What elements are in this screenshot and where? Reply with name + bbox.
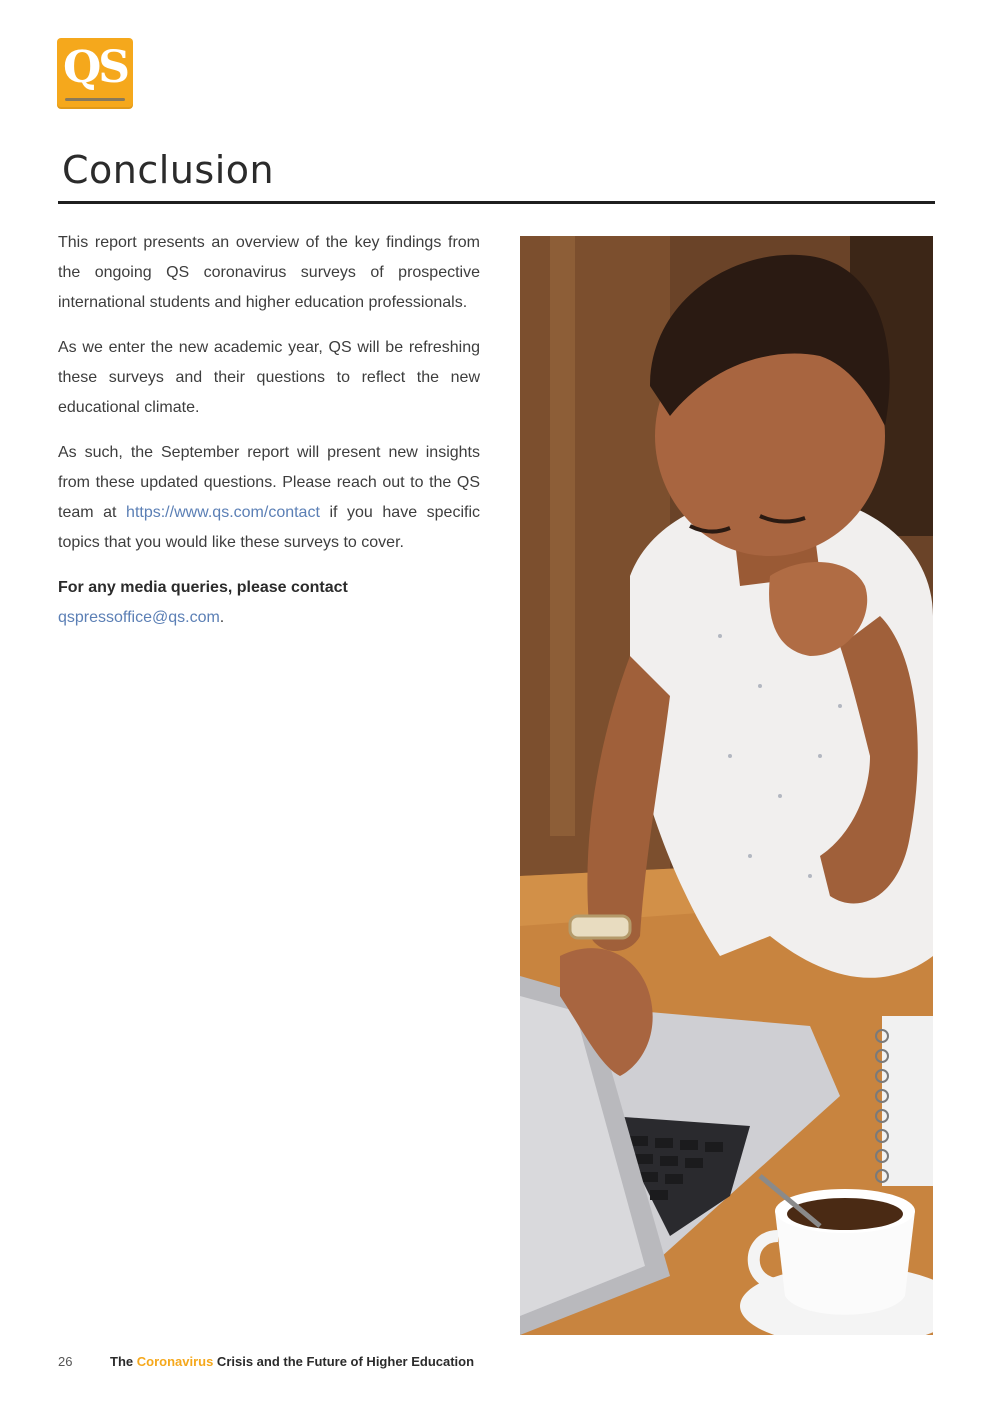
- media-trailing-period: .: [219, 609, 225, 626]
- press-email-link[interactable]: qspressoffice@qs.com: [58, 609, 220, 626]
- title-divider: [58, 201, 935, 204]
- paragraph-academic-year: As we enter the new academic year, QS will be refreshing these surveys and their questions to reflect the new educational climate.: [58, 339, 480, 416]
- body-text-column: [58, 228, 480, 648]
- footer-title-post: Crisis and the Future of Higher Education: [213, 1354, 475, 1369]
- paragraph-overview: This report presents an overview of the key findings from the ongoing QS coronavirus surveys of prospective international students and higher education professionals.: [58, 234, 480, 311]
- footer-title-pre: The: [110, 1354, 137, 1369]
- media-contact: [58, 573, 480, 633]
- page-footer: [58, 1354, 474, 1369]
- contact-link[interactable]: https://www.qs.com/contact: [126, 504, 320, 521]
- footer-title-accent: Coronavirus: [136, 1354, 214, 1369]
- paragraph-september-text: As such, the September report will present new insights from these updated questions. Please reach out to the QS team at: [58, 444, 480, 521]
- logo-text: QS: [62, 42, 128, 93]
- page-title: Conclusion: [62, 148, 275, 192]
- qs-logo: [57, 38, 133, 109]
- logo-underline: [65, 98, 125, 101]
- paragraph-september-text-end: if you have specific topics that you would like these surveys to cover.: [58, 504, 480, 551]
- photo-illustration: [520, 236, 933, 1335]
- paragraph-september-report: [58, 438, 480, 558]
- media-heading: For any media queries, please contact: [58, 579, 348, 596]
- page-number: 26: [58, 1354, 73, 1369]
- photo-student-laptop: [520, 236, 933, 1335]
